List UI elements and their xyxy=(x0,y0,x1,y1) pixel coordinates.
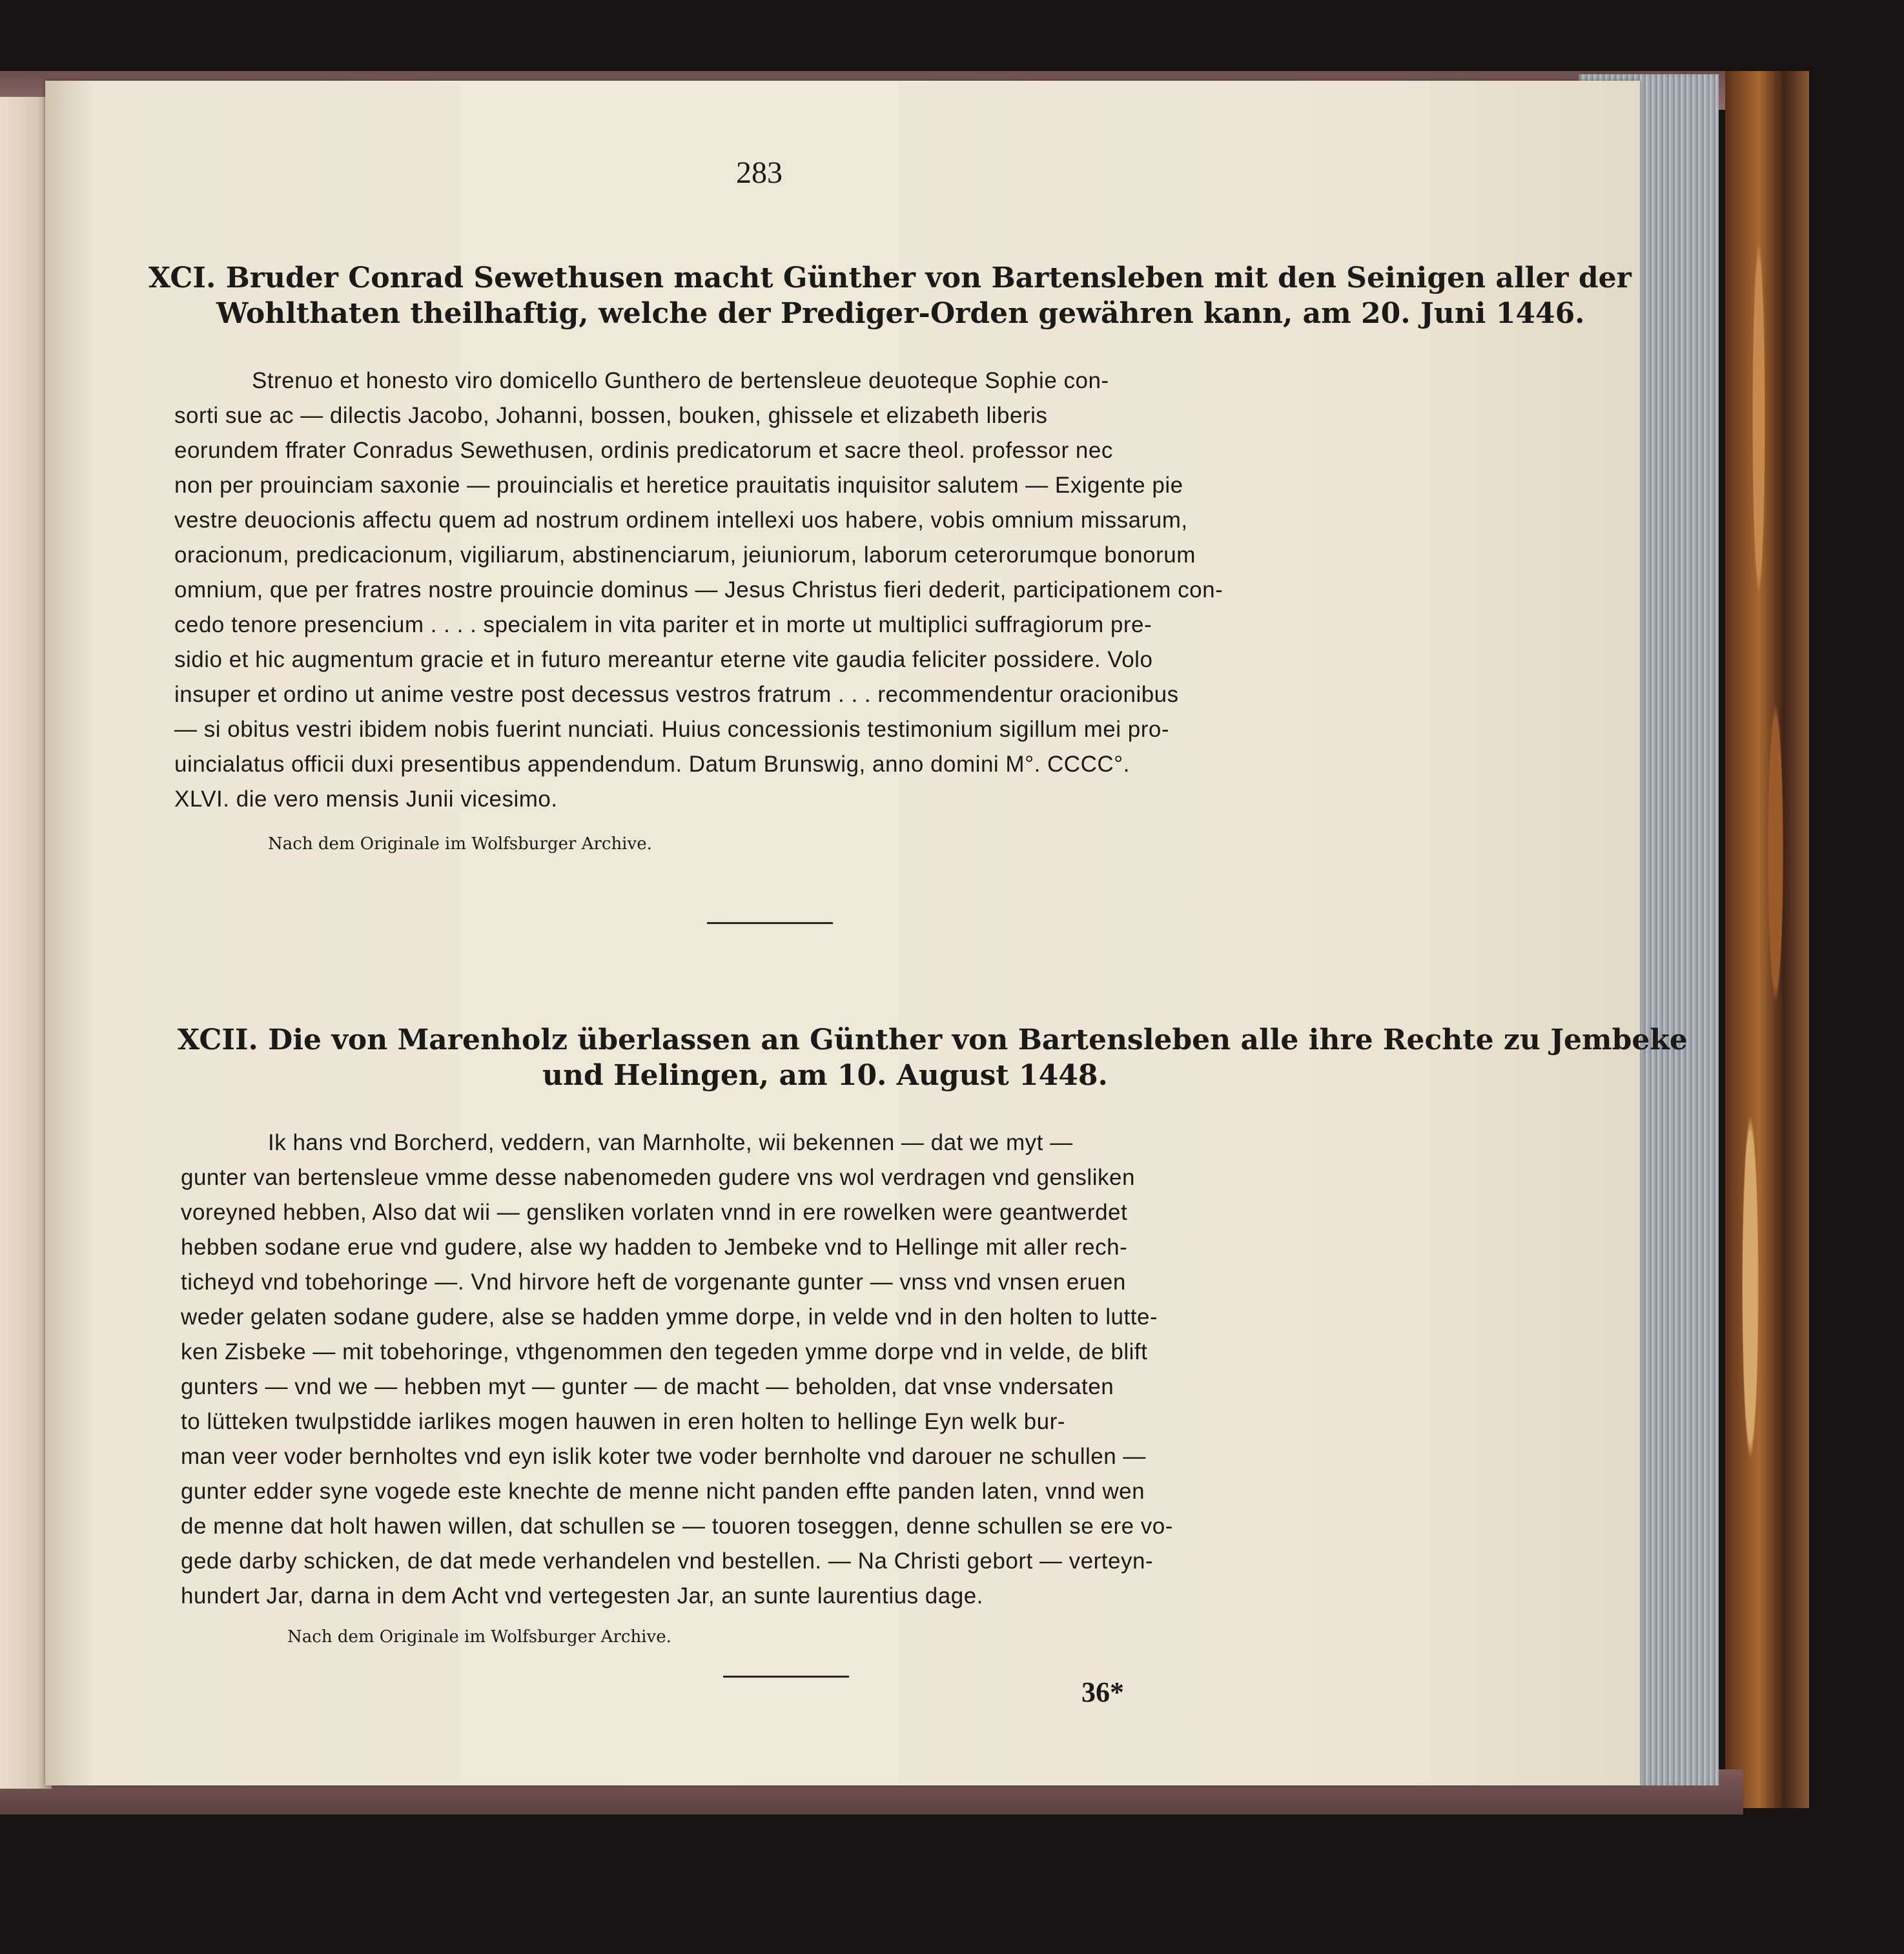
body-line: hundert Jar, darna in dem Acht vnd vertegesten Jar, an sunte laurentius dage. xyxy=(181,1583,983,1609)
marbled-cover xyxy=(1725,71,1809,1808)
body-line: omnium, que per fratres nostre prouincie dominus — Jesus Christus fieri dederit, participationem con- xyxy=(174,577,1223,602)
body-line: to lütteken twulpstidde iarlikes mogen hauwen in eren holten to hellinge Eyn welk bur- xyxy=(181,1409,1065,1434)
body-line: man veer voder bernholtes vnd eyn islik koter twe voder bernholte vnd darouer ne schullen — xyxy=(181,1444,1146,1469)
body-line: weder gelaten sodane gudere, alse se hadden ymme dorpe, in velde vnd in den holten to lutte- xyxy=(181,1304,1158,1330)
body-line: gunter van bertensleue vmme desse nabenomeden gudere vns wol verdragen vnd gensliken xyxy=(181,1165,1135,1190)
body-line: hebben sodane erue vnd gudere, alse wy hadden to Jembeke vnd to Hellinge mit aller rech- xyxy=(181,1235,1128,1260)
body-line: cedo tenore presencium . . . . specialem in vita pariter et in morte ut multiplici suffragiorum pre- xyxy=(174,612,1152,637)
document-heading-line: XCI. Bruder Conrad Sewethusen macht Günther von Bartensleben mit den Seinigen aller der xyxy=(148,262,1632,294)
body-line: uincialatus officii duxi presentibus appendendum. Datum Brunswig, anno domini M°. CCCC°. xyxy=(174,752,1130,777)
body-line: XLVI. die vero mensis Junii vicesimo. xyxy=(174,787,558,812)
body-line: Strenuo et honesto viro domicello Gunthero de bertensleue deuoteque Sophie con- xyxy=(252,368,1109,393)
left-page-edge xyxy=(0,97,52,1789)
body-line: oracionum, predicacionum, vigiliarum, abstinenciarum, jeiuniorum, laborum ceterorumque bonorum xyxy=(174,542,1196,568)
document-heading-line: XCII. Die von Marenholz überlassen an Günther von Bartensleben alle ihre Rechte zu Jembeke xyxy=(178,1023,1688,1056)
source-note: Nach dem Originale im Wolfsburger Archive. xyxy=(268,834,652,854)
signature-mark: 36* xyxy=(1081,1676,1124,1708)
document-heading-line: und Helingen, am 10. August 1448. xyxy=(542,1059,1108,1092)
body-line: gunters — vnd we — hebben myt — gunter — de macht — beholden, dat vnse vndersaten xyxy=(181,1374,1114,1399)
body-line: sorti sue ac — dilectis Jacobo, Johanni, bossen, bouken, ghissele et elizabeth liberis xyxy=(174,403,1048,428)
body-line: gede darby schicken, de dat mede verhandelen vnd bestellen. — Na Christi gebort — verteyn- xyxy=(181,1548,1154,1574)
body-line: voreyned hebben, Also dat wii — gensliken vorlaten vnnd in ere rowelken were geantwerdet xyxy=(181,1200,1128,1225)
body-line: vestre deuocionis affectu quem ad nostrum ordinem intellexi uos habere, vobis omnium missarum, xyxy=(174,508,1188,533)
section-divider xyxy=(723,1676,849,1678)
document-heading-line: Wohlthaten theilhaftig, welche der Prediger-Orden gewähren kann, am 20. Juni 1446. xyxy=(216,297,1585,330)
body-line: non per prouinciam saxonie — prouincialis et heretice prauitatis inquisitor salutem — Exigente pie xyxy=(174,473,1183,498)
body-line: eorundem ffrater Conradus Sewethusen, ordinis predicatorum et sacre theol. professor nec xyxy=(174,438,1113,463)
body-line: ticheyd vnd tobehoringe —. Vnd hirvore heft de vorgenante gunter — vnss vnd vnsen eruen xyxy=(181,1270,1126,1295)
section-divider xyxy=(707,922,833,924)
body-line: gunter edder syne vogede este knechte de menne nicht panden effte panden laten, vnnd wen xyxy=(181,1479,1145,1504)
source-note: Nach dem Originale im Wolfsburger Archive. xyxy=(287,1627,671,1647)
body-line: insuper et ordino ut anime vestre post decessus vestros fratrum . . . recommendentur oracionibus xyxy=(174,682,1179,707)
page-number: 283 xyxy=(736,156,783,190)
body-line: de menne dat holt hawen willen, dat schullen se — touoren toseggen, denne schullen se ere vo- xyxy=(181,1514,1173,1539)
body-line: sidio et hic augmentum gracie et in futuro mereantur eterne vite gaudia feliciter possidere. Volo xyxy=(174,647,1153,672)
body-line: ken Zisbeke — mit tobehoringe, vthgenommen den tegeden ymme dorpe vnd in velde, de blift xyxy=(181,1339,1148,1364)
body-line: Ik hans vnd Borcherd, veddern, van Marnholte, wii bekennen — dat we myt — xyxy=(268,1130,1073,1155)
body-line: — si obitus vestri ibidem nobis fuerint nunciati. Huius concessionis testimonium sigillum mei pro- xyxy=(174,717,1169,742)
